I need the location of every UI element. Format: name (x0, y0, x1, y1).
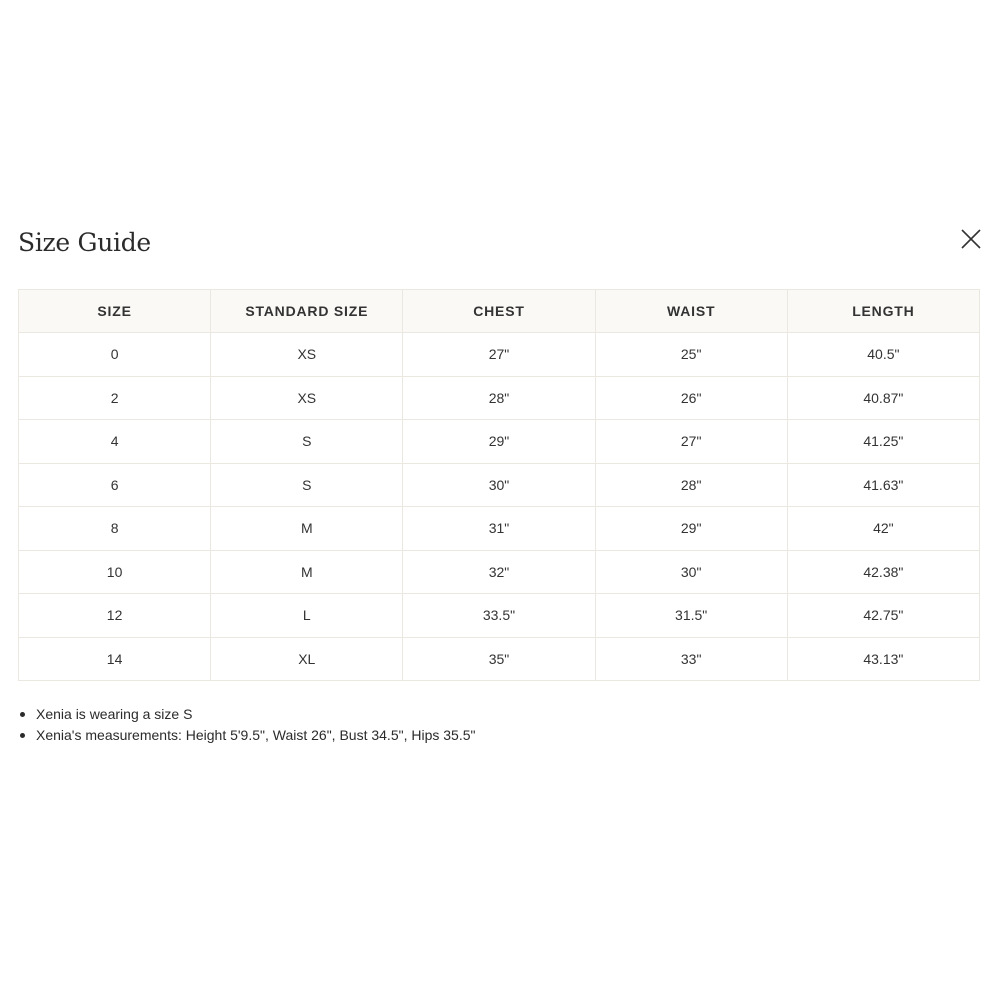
cell-size: 0 (19, 333, 211, 377)
table-row (19, 507, 980, 551)
cell-waist: 27" (595, 420, 787, 464)
cell-standard-size: S (211, 420, 403, 464)
cell-length: 43.13" (787, 637, 979, 681)
cell-length: 40.87" (787, 376, 979, 420)
cell-length: 42.75" (787, 594, 979, 638)
cell-chest: 35" (403, 637, 595, 681)
cell-length: 42.38" (787, 550, 979, 594)
header-standard-size: STANDARD SIZE (211, 290, 403, 333)
cell-length: 40.5" (787, 333, 979, 377)
cell-standard-size: M (211, 550, 403, 594)
cell-chest: 28" (403, 376, 595, 420)
cell-length: 41.63" (787, 463, 979, 507)
note-text: Xenia's measurements: Height 5'9.5", Waist 26", Bust 34.5", Hips 35.5" (36, 727, 476, 743)
cell-waist: 25" (595, 333, 787, 377)
close-button[interactable] (958, 226, 984, 252)
cell-size: 10 (19, 550, 211, 594)
table-row (19, 594, 980, 638)
table-row (19, 333, 980, 377)
header-size: SIZE (19, 290, 211, 333)
cell-chest: 32" (403, 550, 595, 594)
header-chest: CHEST (403, 290, 595, 333)
cell-standard-size: XL (211, 637, 403, 681)
cell-size: 14 (19, 637, 211, 681)
table-row (19, 637, 980, 681)
cell-chest: 31" (403, 507, 595, 551)
bullet-icon (20, 733, 25, 738)
cell-size: 12 (19, 594, 211, 638)
cell-standard-size: XS (211, 333, 403, 377)
cell-length: 42" (787, 507, 979, 551)
cell-chest: 33.5" (403, 594, 595, 638)
list-item (18, 725, 475, 746)
table-row (19, 376, 980, 420)
model-notes-list (18, 704, 475, 746)
cell-waist: 31.5" (595, 594, 787, 638)
header-row (19, 290, 980, 333)
cell-size: 8 (19, 507, 211, 551)
header-length: LENGTH (787, 290, 979, 333)
cell-standard-size: S (211, 463, 403, 507)
list-item (18, 704, 475, 725)
cell-standard-size: L (211, 594, 403, 638)
table-row (19, 463, 980, 507)
size-table (18, 289, 980, 681)
table-row (19, 550, 980, 594)
cell-chest: 27" (403, 333, 595, 377)
cell-waist: 28" (595, 463, 787, 507)
cell-waist: 26" (595, 376, 787, 420)
cell-size: 6 (19, 463, 211, 507)
cell-size: 4 (19, 420, 211, 464)
cell-waist: 33" (595, 637, 787, 681)
cell-chest: 29" (403, 420, 595, 464)
note-text: Xenia is wearing a size S (36, 706, 193, 722)
bullet-icon (20, 712, 25, 717)
cell-standard-size: M (211, 507, 403, 551)
cell-size: 2 (19, 376, 211, 420)
header-waist: WAIST (595, 290, 787, 333)
table-header (19, 290, 980, 333)
cell-waist: 30" (595, 550, 787, 594)
cell-waist: 29" (595, 507, 787, 551)
table-body (19, 333, 980, 681)
cell-length: 41.25" (787, 420, 979, 464)
modal-title: Size Guide (18, 228, 151, 257)
close-icon (958, 226, 984, 252)
cell-chest: 30" (403, 463, 595, 507)
table-row (19, 420, 980, 464)
cell-standard-size: XS (211, 376, 403, 420)
